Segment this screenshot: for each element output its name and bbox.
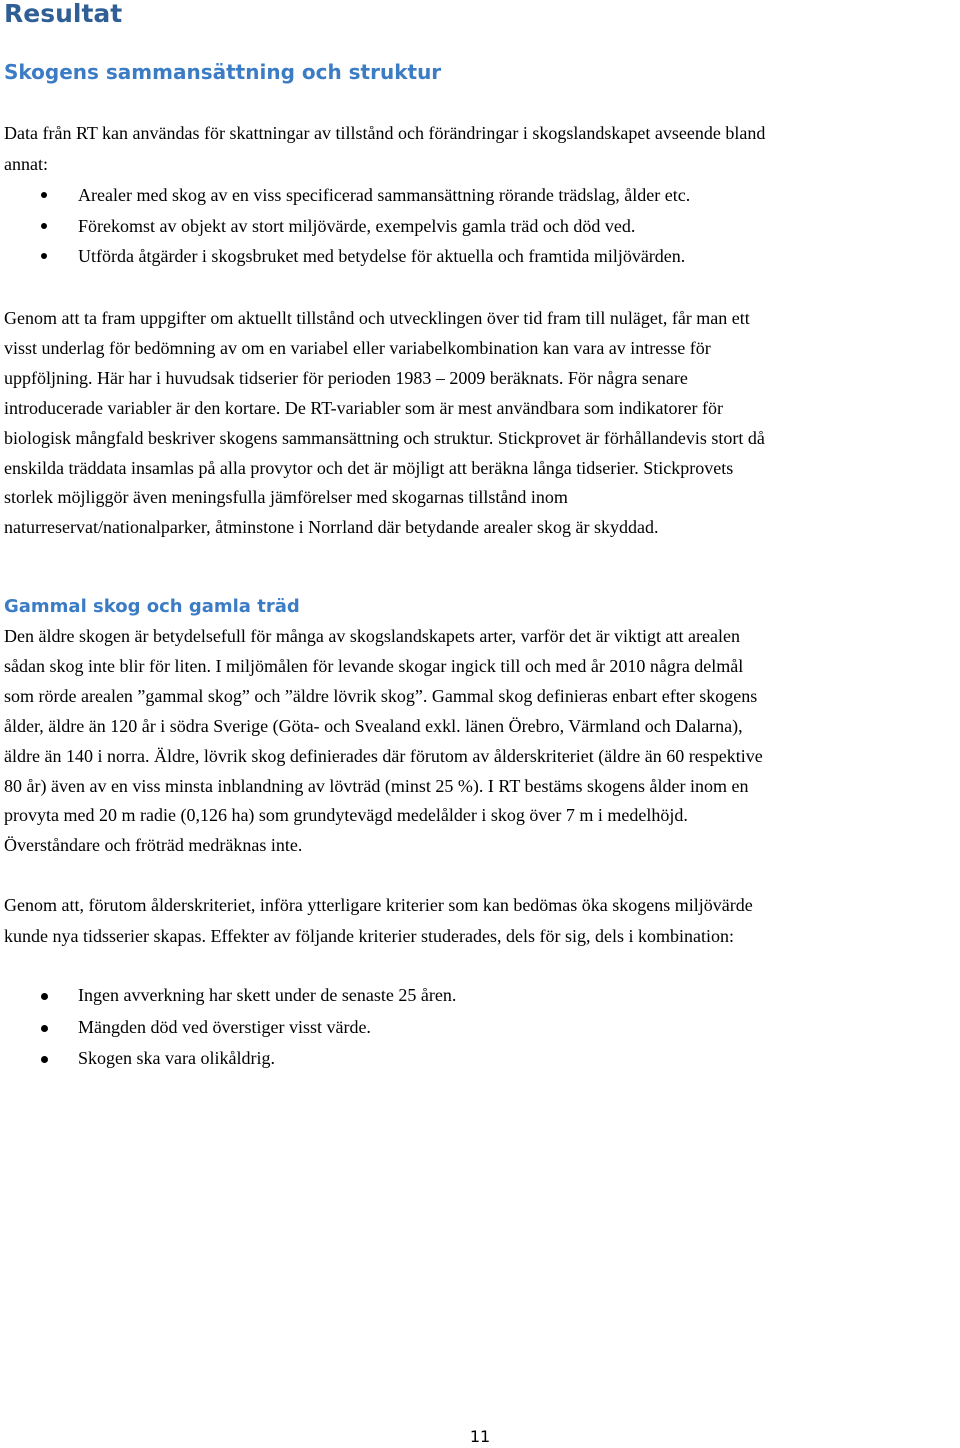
bullet-icon — [41, 993, 48, 1000]
paragraph-kriterier — [4, 890, 956, 952]
paragraph-line: äldre än 140 i norra. Äldre, lövrik skog definierades där förutom av ålderskriteriet (äldre än 60 respektive — [4, 745, 763, 766]
intro-paragraph — [4, 118, 956, 179]
paragraph-line: Genom att ta fram uppgifter om aktuellt tillstånd och utvecklingen över tid fram till nuläget, får man ett — [4, 308, 750, 328]
list-item — [0, 980, 960, 1012]
list-item-text: Mängden död ved överstiger visst värde. — [78, 1016, 371, 1037]
list-item-text: Ingen avverkning har skett under de senaste 25 åren. — [78, 985, 457, 1005]
paragraph-line: uppföljning. Här har i huvudsak tidserier för perioden 1983 – 2009 beräknats. För några senare — [4, 367, 688, 388]
paragraph-line: biologisk mångfald beskriver skogens sammansättning och struktur. Stickprovet är förhållandevis stort då — [4, 427, 765, 448]
list-item-text: Arealer med skog av en viss specificerad sammansättning rörande trädslag, ålder etc. — [78, 185, 691, 205]
list-item — [0, 211, 960, 242]
paragraph-gammal-skog — [4, 622, 956, 861]
criteria-list-2 — [0, 980, 960, 1075]
paragraph-line: naturreservat/nationalparker, åtminstone i Norrland där betydande arealer skog är skyddad. — [4, 517, 659, 538]
list-item — [0, 1043, 960, 1075]
paragraph-line: introducerade variabler är den kortare. De RT-variabler som är mest användbara som indikatorer för — [4, 397, 723, 418]
paragraph-line: visst underlag för bedömning av om en variabel eller variabelkombination kan vara av intresse för — [4, 337, 711, 358]
paragraph-line: provyta med 20 m radie (0,126 ha) som grundytevägd medelålder i skog över 7 m i medelhöjd. — [4, 805, 688, 826]
bullet-icon — [41, 253, 47, 259]
list-item — [0, 241, 960, 272]
bullet-icon — [41, 1056, 48, 1063]
paragraph-line: som rörde arealen ”gammal skog” och ”äldre lövrik skog”. Gammal skog definieras enbart efter skogens — [4, 685, 758, 706]
heading-skogens-sammansattning: Skogens sammansättning och struktur — [4, 60, 442, 84]
paragraph-line: Överståndare och fröträd medräknas inte. — [4, 835, 303, 856]
paragraph-line: Den äldre skogen är betydelsefull för många av skogslandskapets arter, varför det är viktigt att arealen — [4, 626, 740, 646]
bullet-icon — [41, 1025, 48, 1032]
paragraph-line: enskilda träddata insamlas på alla provytor och det är möjligt att beräkna långa tidserier. Stickprovets — [4, 457, 734, 478]
bullet-icon — [41, 223, 47, 229]
list-item — [0, 180, 960, 211]
list-item-text: Förekomst av objekt av stort miljövärde, exempelvis gamla träd och död ved. — [78, 215, 636, 236]
paragraph-line: 80 år) även av en viss minsta inblandning av lövträd (minst 25 %). I RT bestäms skogens ålder inom en — [4, 775, 749, 796]
list-item — [0, 1012, 960, 1044]
intro-line: Data från RT kan användas för skattningar av tillstånd och förändringar i skogslandskapet avseende bland — [4, 123, 766, 143]
paragraph-line: storlek möjliggör även meningsfulla jämförelser med skogarnas tillstånd inom — [4, 487, 568, 508]
bullet-icon — [41, 192, 47, 198]
heading-gammal-skog: Gammal skog och gamla träd — [4, 596, 300, 617]
criteria-list-1 — [0, 180, 960, 272]
heading-resultat: Resultat — [4, 0, 123, 28]
list-item-text: Skogen ska vara olikåldrig. — [78, 1048, 275, 1068]
page-number: 11 — [469, 1427, 491, 1446]
paragraph-tidserier — [4, 304, 956, 543]
paragraph-line: kunde nya tidsserier skapas. Effekter av följande kriterier studerades, dels för sig, dels i kombination: — [4, 926, 734, 946]
intro-line: annat: — [4, 153, 48, 174]
paragraph-line: ålder, äldre än 120 år i södra Sverige (Göta- och Svealand exkl. länen Örebro, Värmland och Dalarna), — [4, 715, 743, 736]
paragraph-line: Genom att, förutom ålderskriteriet, införa ytterligare kriterier som kan bedömas öka skogens miljövärde — [4, 895, 753, 915]
paragraph-line: sådan skog inte blir för liten. I miljömålen för levande skogar ingick till och med år 2010 några delmål — [4, 655, 744, 676]
list-item-text: Utförda åtgärder i skogsbruket med betydelse för aktuella och framtida miljövärden. — [78, 246, 686, 267]
